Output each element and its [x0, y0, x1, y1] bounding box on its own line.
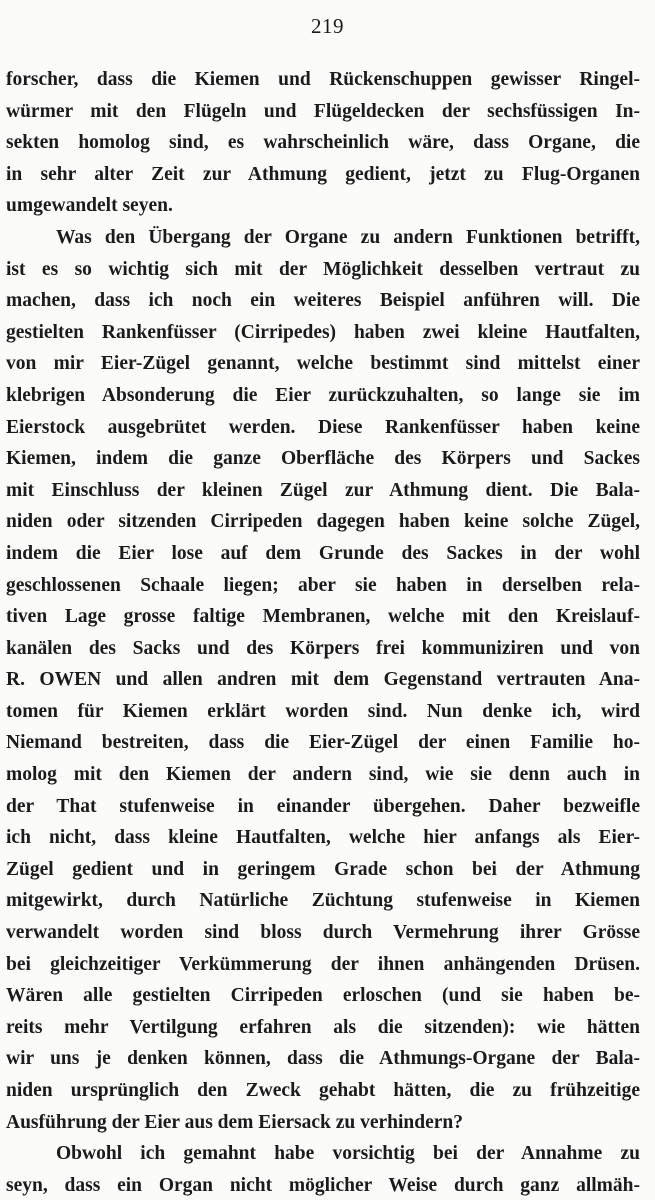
text-line: reits mehr Vertilgung erfahren als die sitzenden): wie hätten [6, 1016, 640, 1038]
text-line: bei gleichzeitiger Verkümmerung der ihnen anhängenden Drüsen. [6, 953, 640, 975]
text-line: ich nicht, dass kleine Hautfalten, welche hier anfangs als Eier- [6, 827, 640, 849]
text-line: klebrigen Absonderung die Eier zurückzuhalten, so lange sie im [6, 384, 640, 406]
text-line: molog mit den Kiemen der andern sind, wie sie denn auch in [6, 764, 640, 786]
text-line: würmer mit den Flügeln und Flügeldecken der sechsfüssigen In- [6, 100, 640, 122]
text-line: der That stufenweise in einander übergehen. Daher bezweifle [6, 795, 640, 817]
text-line: tiven Lage grosse faltige Membranen, welche mit den Kreislauf- [6, 606, 640, 628]
text-line: Wären alle gestielten Cirripeden erloschen (und sie haben be- [6, 985, 640, 1007]
text-line: niden ursprünglich den Zweck gehabt hätten, die zu frühzeitige [6, 1080, 640, 1101]
text-line: Was den Übergang der Organe zu andern Funktionen betrifft, [56, 226, 640, 248]
text-line: gestielten Rankenfüsser (Cirripedes) haben zwei kleine Hautfalten, [6, 321, 640, 343]
text-line: mit Einschluss der kleinen Zügel zur Athmung dient. Die Bala- [6, 479, 640, 501]
text-line: niden oder sitzenden Cirripeden dagegen haben keine solche Zügel, [6, 511, 640, 533]
text-line: forscher, dass die Kiemen und Rückenschuppen gewisser Ringel- [6, 69, 640, 90]
text-line: mitgewirkt, durch Natürliche Züchtung stufenweise in Kiemen [6, 890, 640, 912]
text-line: verwandelt worden sind bloss durch Vermehrung ihrer Grösse [6, 922, 640, 944]
text-line: R. OWEN und allen andren mit dem Gegenstand vertrauten Ana- [6, 669, 640, 691]
text-line: in sehr alter Zeit zur Athmung gedient, jetzt zu Flug-Organen [6, 163, 640, 185]
text-line: machen, dass ich noch ein weiteres Beispiel anführen will. Die [6, 290, 640, 312]
text-line: ist es so wichtig sich mit der Möglichkeit desselben vertraut zu [6, 258, 640, 280]
text-line: kanälen des Sacks und des Körpers frei kommuniziren und von [6, 637, 640, 659]
text-line: Eierstock ausgebrütet werden. Diese Rankenfüsser haben keine [6, 416, 640, 438]
body-text [6, 64, 640, 1201]
text-line: sekten homolog sind, es wahrscheinlich wäre, dass Organe, die [6, 132, 640, 154]
text-line: Obwohl ich gemahnt habe vorsichtig bei der Annahme zu [56, 1143, 640, 1165]
text-line: von mir Eier-Zügel genannt, welche bestimmt sind mittelst einer [6, 353, 640, 375]
text-line: geschlossenen Schaale liegen; aber sie haben in derselben rela- [6, 574, 640, 596]
text-line: Niemand bestreiten, dass die Eier-Zügel der einen Familie ho- [6, 732, 640, 754]
text-line: wir uns je denken können, dass die Athmungs-Organe der Bala- [6, 1048, 640, 1070]
text-line: Ausführung der Eier aus dem Eiersack zu verhindern? [6, 1111, 464, 1133]
text-line: seyn, dass ein Organ nicht möglicher Weise durch ganz allmäh- [6, 1174, 640, 1196]
text-line: tomen für Kiemen erklärt worden sind. Nun denke ich, wird [6, 700, 640, 722]
text-line: Zügel gedient und in geringem Grade schon bei der Athmung [6, 858, 640, 880]
text-line: Kiemen, indem die ganze Oberfläche des Körpers und Sackes [6, 448, 640, 470]
text-line: umgewandelt seyen. [6, 195, 173, 217]
page-number: 219 [311, 14, 344, 38]
text-line: indem die Eier lose auf dem Grunde des Sackes in der wohl [6, 542, 640, 564]
